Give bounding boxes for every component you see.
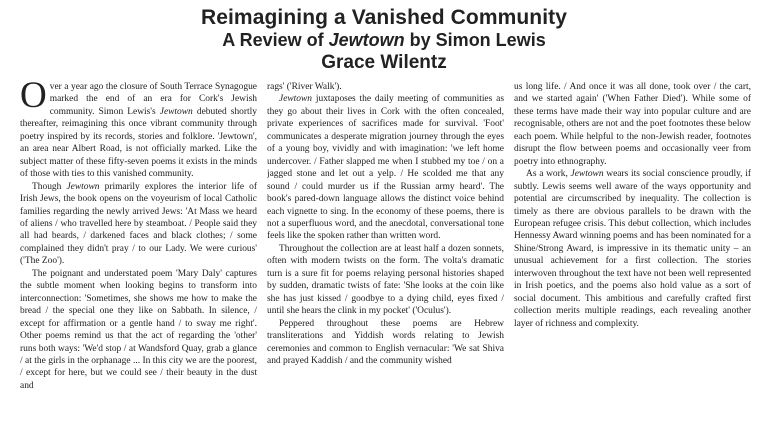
- paragraph: [20, 181, 257, 268]
- book-title-italic: Jewtown: [159, 106, 193, 117]
- paragraph: rags' ('River Walk').: [267, 82, 342, 92]
- paragraph: [267, 93, 504, 242]
- article-subtitle: [0, 30, 768, 51]
- article-title: Reimagining a Vanished Community: [200, 6, 568, 29]
- article-author: Grace Wilentz: [321, 52, 447, 73]
- drop-cap: O: [20, 81, 47, 116]
- text-run: As a work,: [526, 169, 571, 180]
- paragraph: Throughout the collection are at least half a dozen sonnets, often with modern twists on the form. The volta's dramatic turn is a sure fit for poems relaying personal histories shaped by sudden, dramatic twists of fate: 'She looks at the coin like she has just kissed / goodbye to a dying child, eyes fixed / until she hears the clink in my pocket' ('Oculus').: [267, 243, 504, 317]
- article-body: [20, 81, 751, 425]
- article-header: [0, 0, 768, 74]
- text-run: debuted shortly thereafter, reimagining this once vibrant community through poetry inspired by its records, stories and folklore. 'Jewtown', an area near Albert Road, is not officially marked. Like the subject matter of these fifty-seven poems it exists in the minds of those with ties to this vanished community.: [20, 106, 257, 180]
- column-3: [514, 81, 751, 425]
- paragraph: [20, 81, 257, 181]
- subtitle-prefix: A Review of: [222, 30, 329, 50]
- text-run: Though: [32, 181, 67, 192]
- subtitle-book-title: Jewtown: [328, 30, 405, 50]
- book-title-italic: Jewtown: [66, 181, 100, 192]
- book-title-italic: Jewtown: [570, 169, 604, 180]
- text-run: juxtaposes the daily meeting of communities as they go about their lives in Cork with the often concealed, private experiences of sacrifices made for survival. 'Foot' communicates a desperate migration journey through the eyes of a young boy, vividly and with imagination: 'we left home undercover. / Father slapped me when I stubbed my toe / on a jagged stone and let out a yelp. / He scolded me that any sound / could murder us if the Russian army heard'. The book's pared-down language allows the distinct voice behind each vignette to sing. In the economy of these poems, there is not a superfluous word, and the anecdotal, conversational tone feels like the spoken rather than written word.: [267, 94, 504, 242]
- book-title-italic: Jewtown: [279, 94, 313, 105]
- paragraph: us long life. / And once it was all done, took over / the cart, and we started again' ('When Father Died'). While some of these terms have made their way into popular culture and are recognisable, others are not and the poet footnotes these below each poem. While helpful to the non-Jewish reader, footnotes disrupt the flow between poems and occasionally veer from poetry into ethnography.: [514, 82, 751, 167]
- text-run: ver a year ago the closure of South Terrace Synagogue marked the end of an era for Cork's Jewish community. Simon Lewis's: [49, 82, 257, 117]
- subtitle-suffix: by Simon Lewis: [404, 30, 546, 50]
- paragraph: [514, 168, 751, 330]
- text-run: wears its social conscience proudly, if subtly. Lewis seems well aware of the ways opportunity and potential are circumscribed by inequality. The collection is timely as there are obvious parallels to be drawn with the European refugee crisis. This debut collection, which includes Hennessy Award winning poems and has been nominated for a Shine/Strong Award, is impressive in its thematic unity – an unusual achievement for a first collection. The stories interwoven throughout the text have not been well represented in Irish poetics, and the poems also hold value as a sort of social document. This ambitious and carefully crafted first collection merits multiple readings, each revealing another layer of richness and complexity.: [514, 169, 751, 329]
- paragraph: Peppered throughout these poems are Hebrew transliterations and Yiddish words relating to Jewish ceremonies and common to English vernacular: 'We sat Shiva and prayed Kaddish / and the community wished: [267, 318, 504, 366]
- paragraph: The poignant and understated poem 'Mary Daly' captures the subtle moment when looking begins to transform into interconnection: 'Sometimes, she shows me how to make the bread / the special one they like on Sabbath. In silence, / except for affirmation or a gentle hand / to sway me right'. Other poems remind us that the act of regarding the 'other' runs both ways: 'We'd stop / at Wandsford Quay, grab a glance / at the girls in the orphanage ... In this city we are the poorest, / except for here, but we could see / their beauty in the dust and: [20, 268, 257, 391]
- column-2: [267, 81, 504, 425]
- column-1: [20, 81, 257, 425]
- text-run: primarily explores the interior life of Irish Jews, the book opens on the voyeurism of local Catholic families regarding the newly arrived Jews: 'At Mass we heard of aliens / who travelled here by steamboat. / People said they all had beards, / darkened faces and black clothes; / some complained they didn't pray / to our Lady. We were curious' ('The Zoo').: [20, 181, 257, 267]
